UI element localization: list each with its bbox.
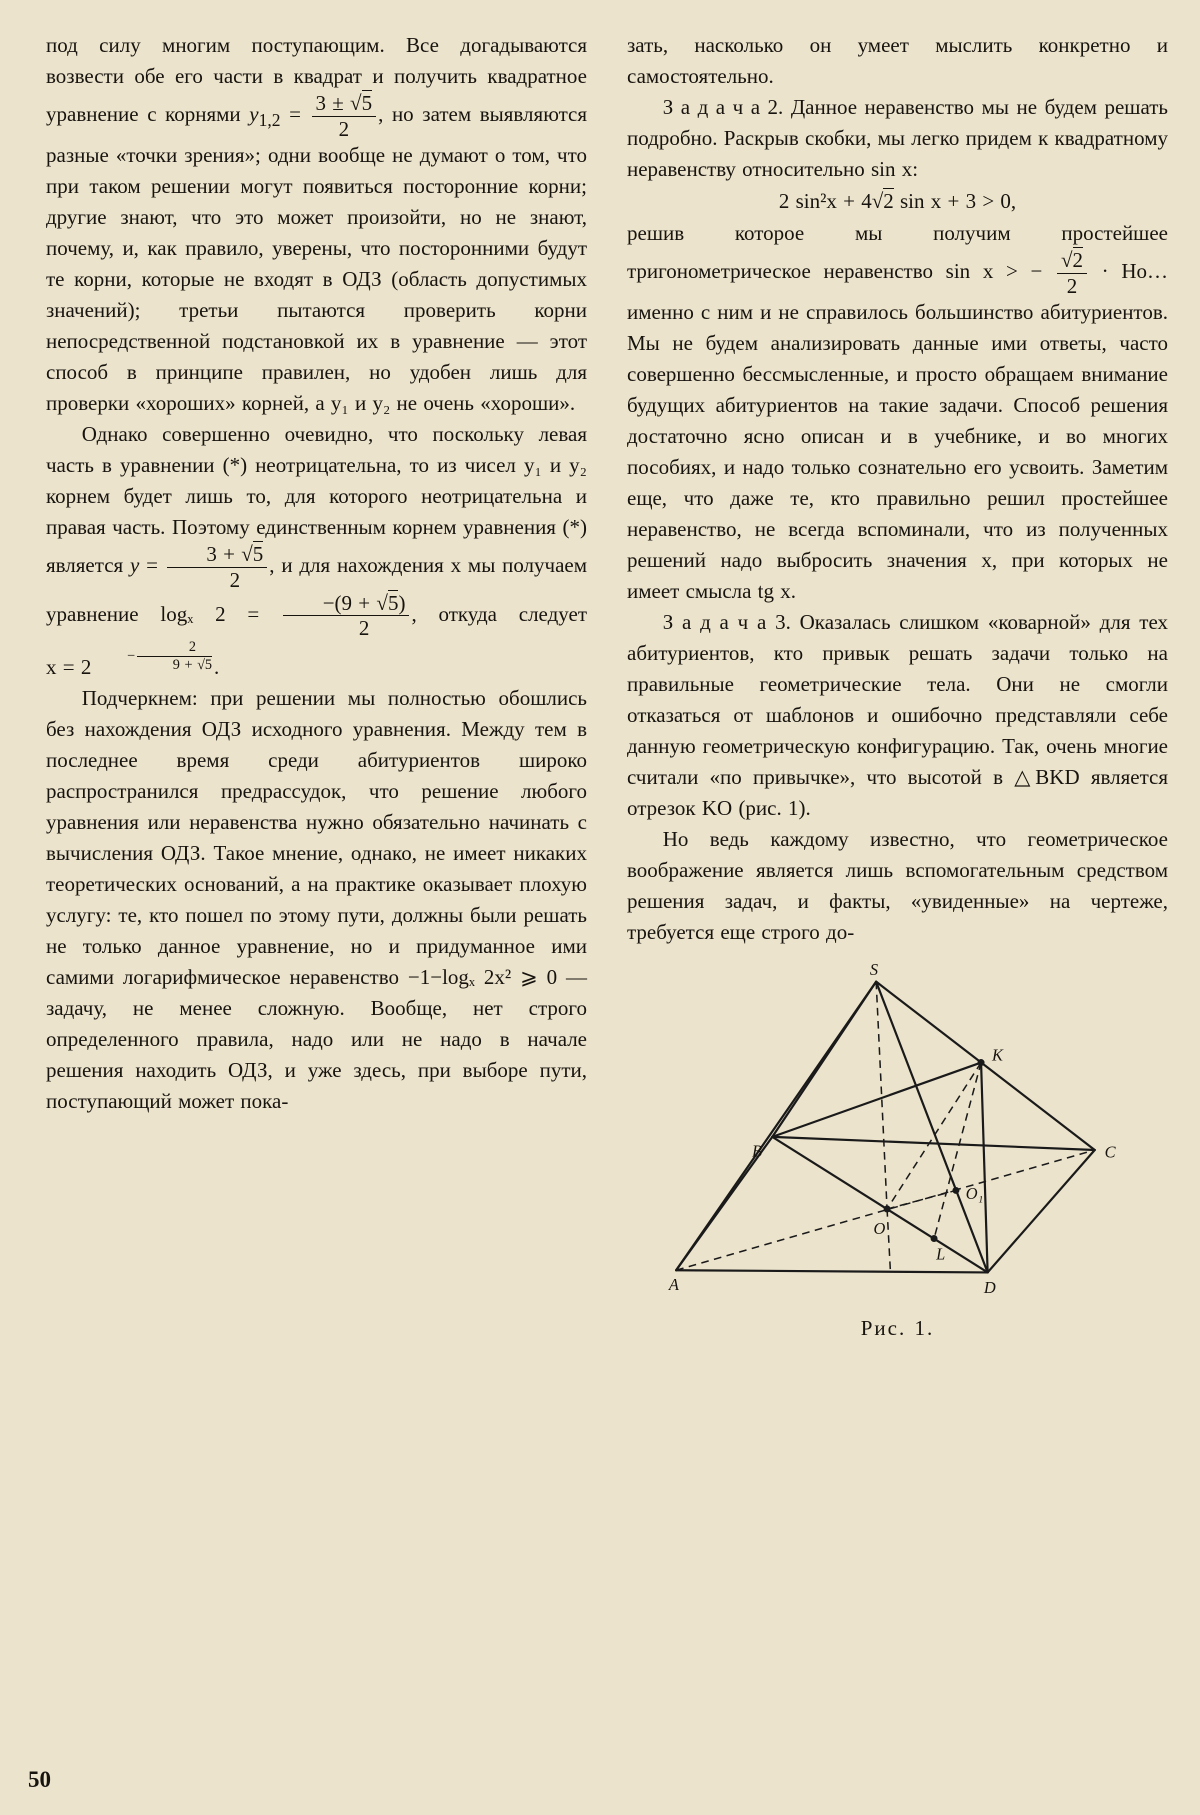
radicand: 2 — [1072, 248, 1084, 272]
fraction-numerator — [283, 592, 409, 617]
page-number: 50 — [28, 1767, 51, 1792]
paragraph-task-2: З а д а ч а 2. Данное неравенство мы не будем решать подробно. Раскрыв скобки, мы легко придем к квадратному неравенству относительно sin x: — [627, 95, 1168, 181]
figure-1 — [627, 962, 1168, 1344]
fraction-denominator — [137, 657, 212, 673]
fraction — [281, 592, 411, 640]
radicand: 2 — [883, 189, 894, 213]
paragraph — [46, 419, 587, 682]
fraction — [310, 92, 379, 140]
label-L: L — [935, 1244, 945, 1264]
math-text: · — [1089, 258, 1122, 283]
label-C: C — [1104, 1142, 1116, 1162]
body-text: , откуда следует — [411, 601, 587, 626]
math-sub: 1,2 — [258, 110, 281, 131]
body-text: . — [214, 654, 220, 679]
formula-x-power — [46, 639, 214, 679]
label-K: K — [991, 1045, 1003, 1065]
label-O1: O₁ — [965, 1184, 983, 1204]
body-text: , и для нахождения x мы получаем уравнение — [46, 553, 588, 626]
math-eq: = — [139, 553, 165, 578]
math-text: −(9 + √ — [322, 590, 388, 615]
exponent — [91, 640, 214, 674]
fraction-denominator: 2 — [338, 116, 350, 141]
point-dots — [883, 1059, 984, 1242]
fraction-denominator: 2 — [229, 568, 241, 593]
math-text: sin x > − — [945, 258, 1055, 283]
paragraph: Но ведь каждому известно, что геометрическое воображение является лишь вспомогательным средством решения задач, и факты, «увиденные» на чертеже, требуется еще строго до- — [627, 827, 1168, 945]
paragraph — [46, 30, 587, 419]
fraction — [1055, 249, 1089, 297]
math-var: y — [249, 101, 259, 126]
formula-single-root — [129, 542, 269, 593]
label-O: O — [873, 1219, 885, 1239]
label-S: S — [869, 962, 878, 980]
paragraph: зать, насколько он умеет мыслить конкретно и самостоятельно. — [627, 33, 1168, 88]
right-column — [627, 30, 1168, 1344]
figure-caption: Рис. 1. — [860, 1316, 935, 1341]
fraction-numerator: 2 — [137, 640, 212, 657]
label-A: A — [668, 1275, 679, 1295]
formula-log-equation — [160, 590, 411, 641]
label-B: B — [751, 1141, 762, 1161]
pyramid-diagram — [663, 962, 1133, 1303]
paragraph: Подчеркнем: при решении мы полностью обошлись без нахождения ОДЗ исходного уравнения. Между тем в последнее время среди абитуриентов широко распространился предрассудок, что решение любого уравнения или неравенства нужно обязательно начинать с вычисления ОДЗ. Такое мнение, однако, не имеет никаких теоретических оснований, а на практике оказывает плохую услугу: те, кто пошел по этому пути, должны были решать не только данное уравнение, но и придуманное ими самими логарифмическое неравенство −1−logₓ 2x² ⩾ 0 — задачу, не менее сложную. Вообще, нет строго определенного правила, надо или не надо в начале решения находить ОДЗ, и уже здесь, при выборе пути, поступающий может пока- — [46, 685, 587, 1113]
math-text: 9 + √ — [172, 657, 205, 674]
fraction-numerator — [1057, 249, 1087, 274]
math-var: y — [129, 553, 140, 578]
paragraph-task-3: З а д а ч а 3. Оказалась слишком «коварной» для тех абитуриентов, кто привык решать задачи только на правильные геометрические тела. Они не смогли отказаться от шаблонов и ошибочно представляли себе данную геометрическую конфигурацию. Так, очень многие считали «по привычке», что высотой в △BKD является отрезок KO (рис. 1). — [627, 610, 1168, 821]
math-text: sin x + 3 > 0, — [893, 189, 1017, 213]
math-sign: − — [127, 648, 136, 665]
math-text: logₓ 2 = — [160, 601, 282, 626]
math-text: x = 2 — [46, 654, 92, 679]
left-column — [46, 30, 587, 1344]
math-text: ) — [398, 590, 406, 615]
formula-roots-y12 — [249, 91, 378, 141]
fraction — [165, 543, 270, 591]
body-text: решив которое мы получим простейшее тригонометрическое неравенство — [627, 221, 1168, 283]
body-text: Но… именно с ним и не справилось большинство абитуриентов. Мы не будем анализировать данные ими ответы, часто совершенно бессмысленные, и просто обращаем внимание будущих абитуриентов на такие задачи. Способ решения достаточно ясно описан и в учебнике, и во многих пособиях, и надо только сознательно его усвоить. Заметим еще, что даже те, кто правильно решил простейшее неравенство, не всегда вспоминали, что из полученных решений надо выбросить значения x, при которых не имеет смысла tg x. — [627, 258, 1168, 604]
math-text: 3 + √ — [206, 542, 253, 567]
radicand: 5 — [361, 91, 373, 115]
fraction-denominator: 2 — [1066, 273, 1078, 298]
display-equation — [627, 186, 1168, 217]
fraction-denominator: 2 — [358, 616, 370, 641]
math-text: 3 ± √ — [315, 91, 362, 115]
body-text: , но затем выявляются разные «точки зрения»; одни вообще не думают о том, что при таком решении могут появиться посторонние корни; другие знают, что это может произойти, но не знают, почему, и, как правило, уверены, что посторонними будут те корни, которые не входят в ОДЗ (область допустимых значений); третьи пытаются проверить корни непосредственной подстановкой их в уравнение — этот способ в принципе правилен, но удобен лишь для проверки «хороших» корней, а y₁ и y₂ не очень «хороши». — [46, 101, 588, 416]
math-text: √ — [1060, 248, 1073, 272]
body-text: под силу многим поступающим. Все догадываются возвести обе его части в квадрат и получить квадратное уравнение с корнями — [46, 33, 587, 126]
radicand: 5 — [252, 542, 264, 567]
fraction — [135, 640, 214, 674]
label-D: D — [983, 1278, 996, 1298]
math-text: 2 sin²x + 4√ — [778, 189, 884, 213]
fraction-numerator — [167, 543, 268, 568]
body-text: Однако совершенно очевидно, что поскольку левая часть в уравнении (*) неотрицательна, то из чисел y₁ и y₂ корнем будет лишь то, для которого неотрицательна и правая часть. Поэтому единственным корнем уравнения (*) является — [46, 422, 587, 578]
paragraph — [627, 218, 1168, 607]
math-eq: = — [280, 101, 310, 126]
radicand: 5 — [204, 657, 213, 674]
radicand: 5 — [387, 590, 399, 615]
fraction-numerator — [312, 92, 377, 117]
formula-sin-inequality — [945, 248, 1122, 298]
